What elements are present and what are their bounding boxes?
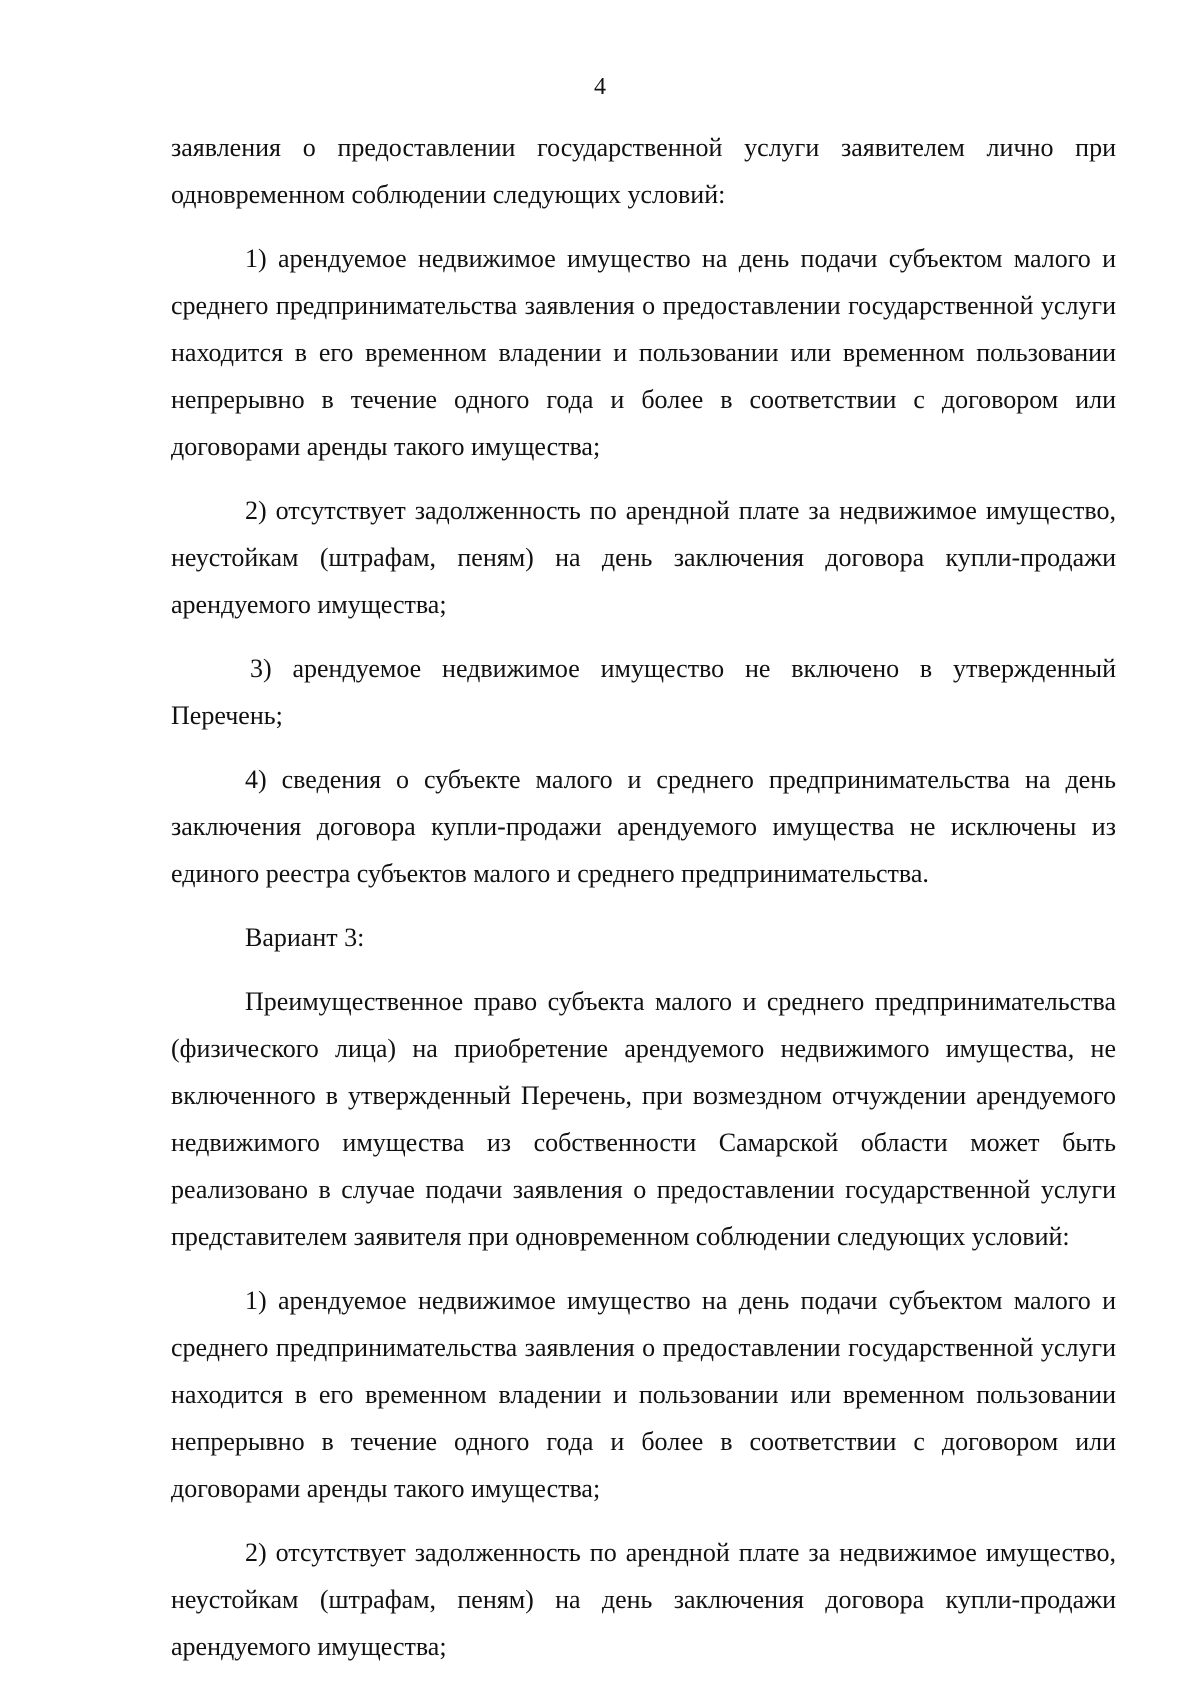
paragraph-condition-3: 3) арендуемое недвижимое имущество не включено в утвержденный Перечень; xyxy=(171,654,1116,730)
paragraph-continuation: заявления о предоставлении государственной услуги заявителем лично при одновременном соблюдении следующих условий: xyxy=(171,133,1116,209)
paragraph-variant-3-intro: Преимущественное право субъекта малого и среднего предпринимательства (физического лица) на приобретение арендуемого недвижимого имущества, не включенного в утвержденный Перечень, при возмездном отчуждении арендуемого недвижимого имущества из собственности Самарской области может быть реализовано в случае подачи заявления о предоставлении государственной услуги представителем заявителя при одновременном соблюдении следующих условий: xyxy=(171,987,1116,1251)
document-body xyxy=(171,124,1116,1687)
paragraph-condition-2: 2) отсутствует задолженность по арендной плате за недвижимое имущество, неустойкам (штрафам, пеням) на день заключения договора купли-продажи арендуемого имущества; xyxy=(171,496,1116,619)
paragraph-variant-3-condition-2: 2) отсутствует задолженность по арендной плате за недвижимое имущество, неустойкам (штрафам, пеням) на день заключения договора купли-продажи арендуемого имущества; xyxy=(171,1538,1116,1661)
paragraph-variant-3-condition-1: 1) арендуемое недвижимое имущество на день подачи субъектом малого и среднего предпринимательства заявления о предоставлении государственной услуги находится в его временном владении и пользовании или временном пользовании непрерывно в течение одного года и более в соответствии с договором или договорами аренды такого имущества; xyxy=(171,1286,1116,1503)
page-number: 4 xyxy=(594,74,606,100)
section-heading-variant-3: Вариант 3: xyxy=(245,923,365,952)
paragraph-condition-4: 4) сведения о субъекте малого и среднего предпринимательства на день заключения договора купли-продажи арендуемого имущества не исключены из единого реестра субъектов малого и среднего предпринимательства. xyxy=(171,765,1116,888)
paragraph-condition-1: 1) арендуемое недвижимое имущество на день подачи субъектом малого и среднего предпринимательства заявления о предоставлении государственной услуги находится в его временном владении и пользовании или временном пользовании непрерывно в течение одного года и более в соответствии с договором или договорами аренды такого имущества; xyxy=(171,244,1116,461)
